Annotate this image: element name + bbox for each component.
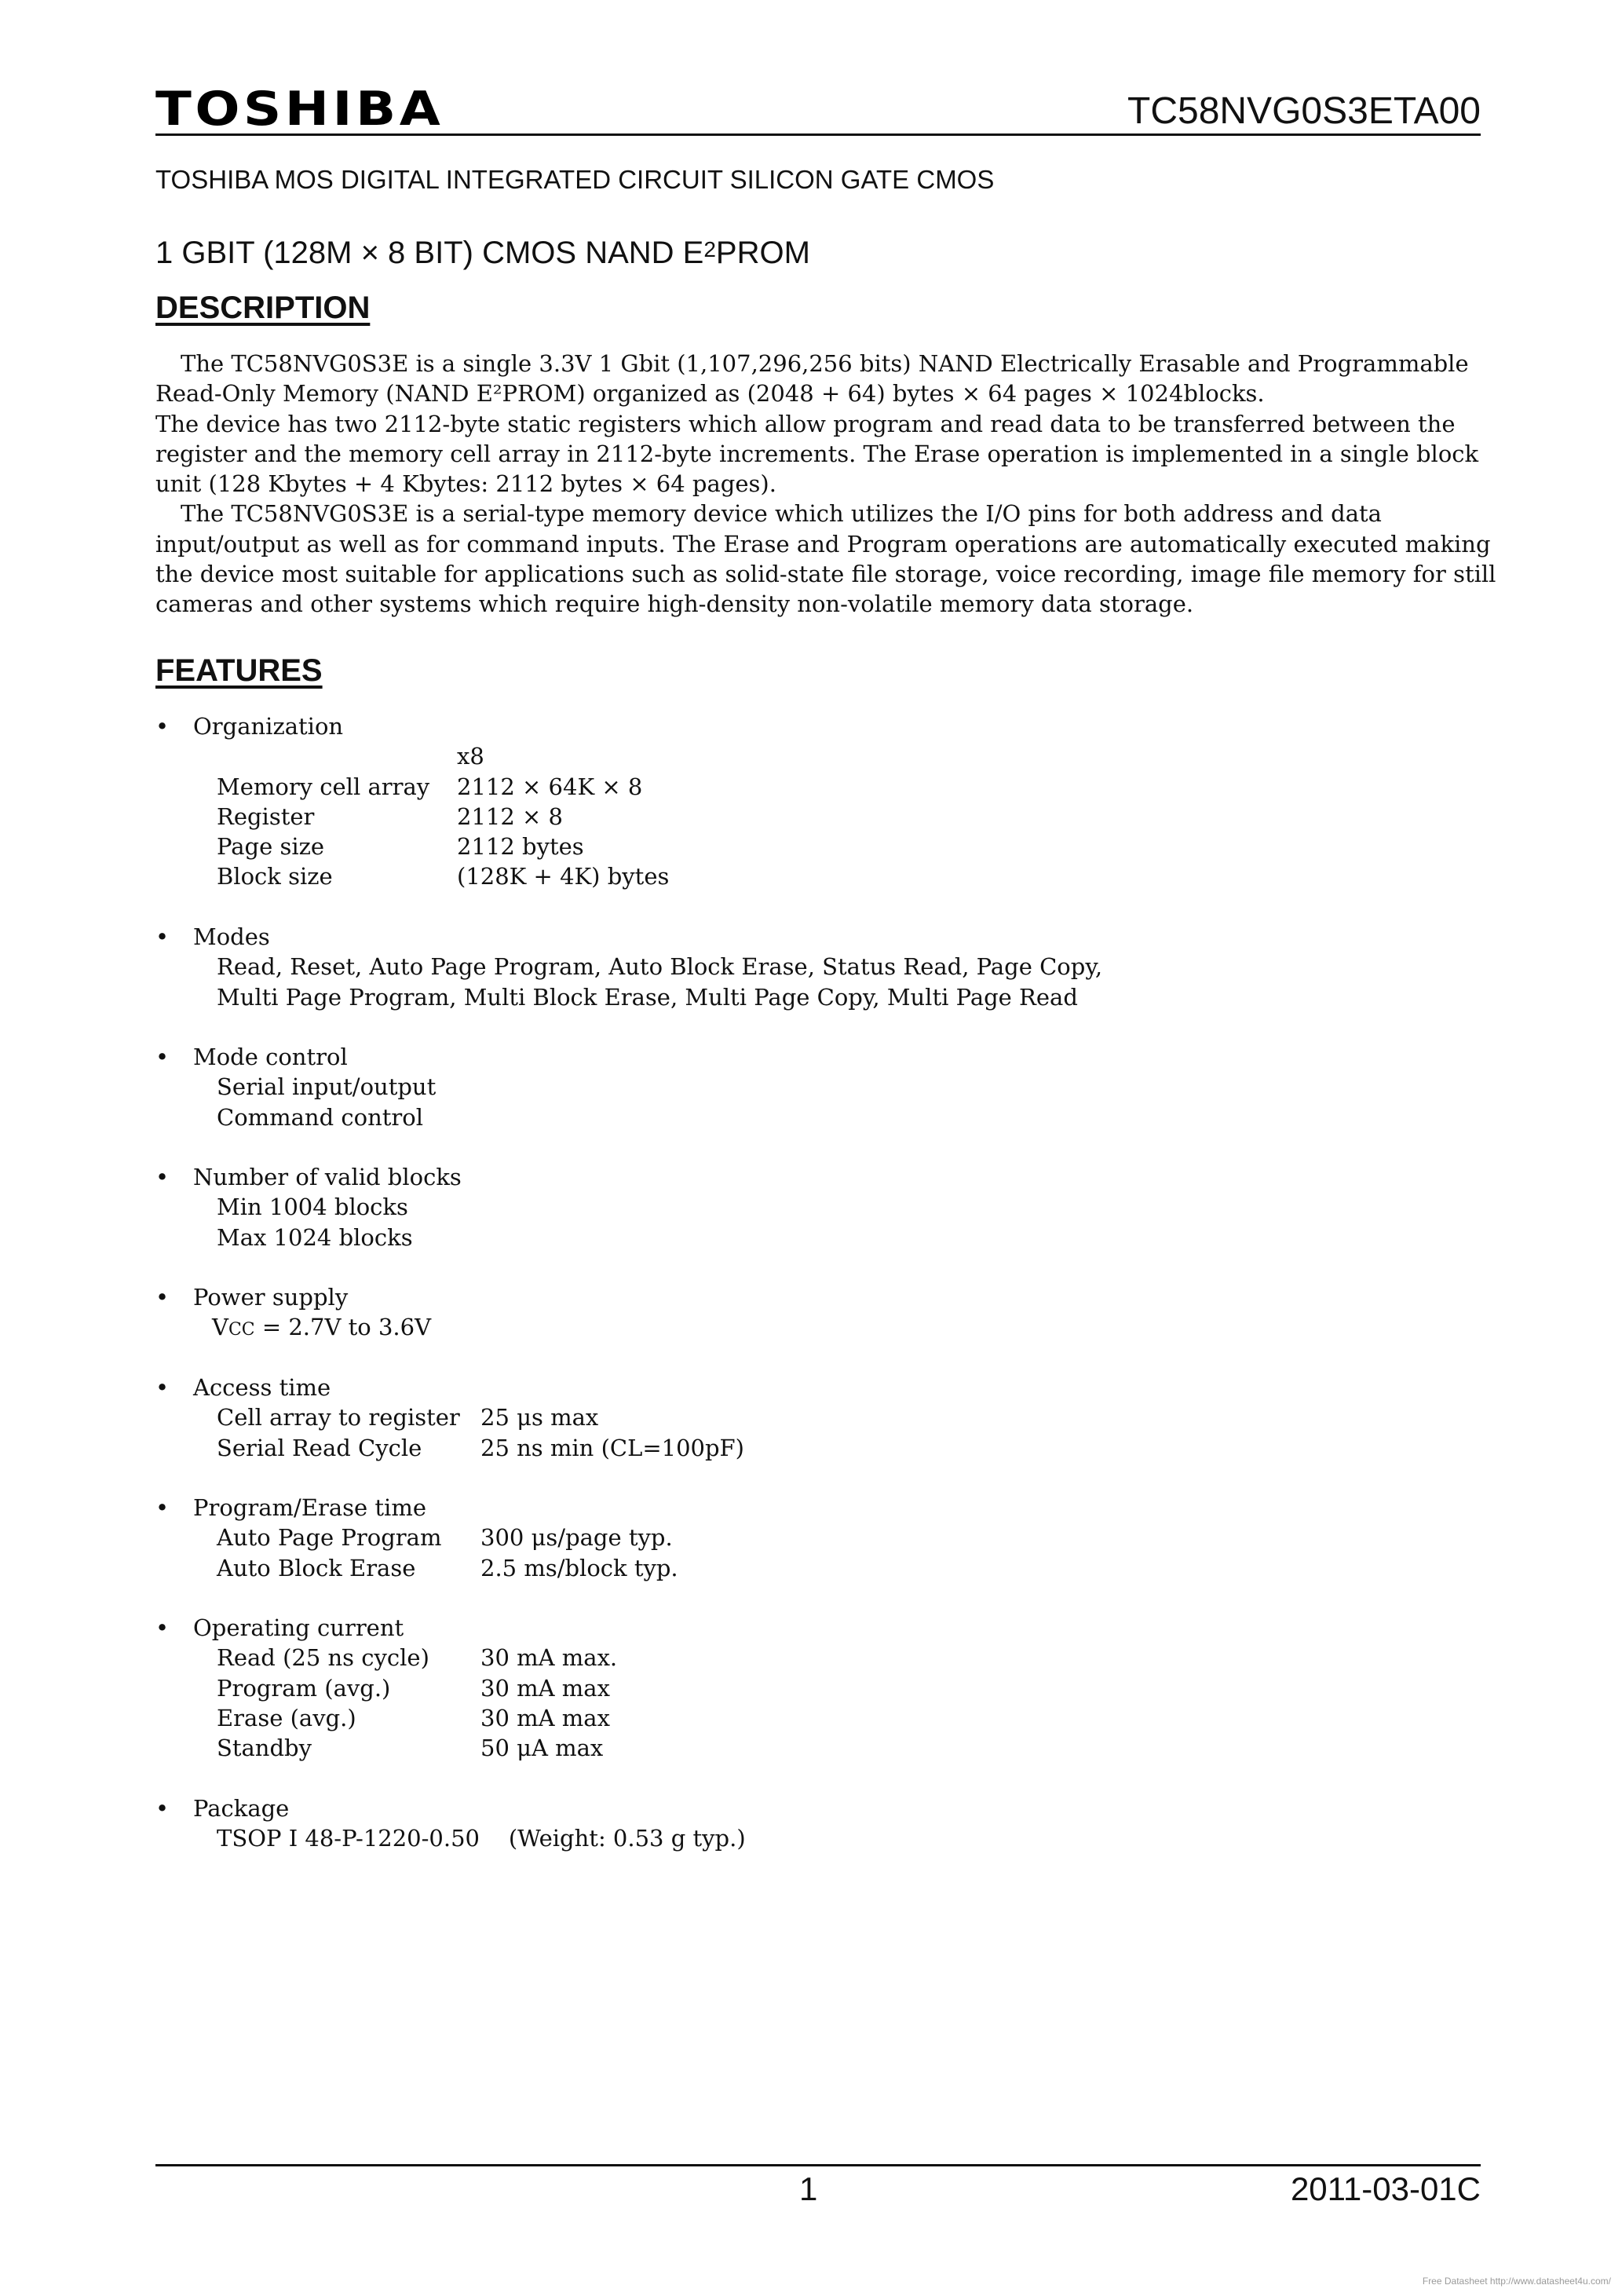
feature-organization xyxy=(155,711,670,892)
feature-title: Access time xyxy=(193,1374,331,1401)
program-erase-row-value: 300 μs/page typ. xyxy=(480,1524,673,1552)
feature-title: Program/Erase time xyxy=(193,1494,426,1521)
feature-program-erase-time xyxy=(155,1493,678,1583)
feature-line: Max 1024 blocks xyxy=(217,1223,413,1251)
current-row-value: 30 mA max xyxy=(480,1704,610,1731)
current-row-value: 50 μA max xyxy=(480,1735,604,1762)
feature-title: Package xyxy=(193,1795,290,1822)
vcc-line xyxy=(212,1312,431,1342)
title-prefix: 1 GBIT (128M × 8 BIT) CMOS NAND E xyxy=(155,236,704,270)
org-row xyxy=(217,832,584,861)
description-line: unit (128 Kbytes + 4 Kbytes: 2112 bytes × 64 pages). xyxy=(155,470,776,498)
org-row-value: 2112 × 8 xyxy=(457,803,563,830)
program-erase-row-label: Auto Page Program xyxy=(217,1524,442,1552)
page-number: 1 xyxy=(799,2170,818,2207)
description-line: The TC58NVG0S3E is a single 3.3V 1 Gbit (1,107,296,256 bits) NAND Electrically Erasable and Programmable xyxy=(181,350,1469,377)
vcc-value: = 2.7V to 3.6V xyxy=(254,1314,432,1341)
description-body xyxy=(155,349,1496,620)
bullet-icon: • xyxy=(155,1374,170,1401)
footer-date: 2011-03-01C xyxy=(1290,2170,1481,2207)
org-column-header-row xyxy=(217,741,484,771)
page-header xyxy=(155,79,1481,136)
org-row-label: Register xyxy=(217,803,315,830)
feature-title: Power supply xyxy=(193,1284,349,1311)
org-row-value: 2112 bytes xyxy=(457,833,584,861)
document-subtitle: TOSHIBA MOS DIGITAL INTEGRATED CIRCUIT SILICON GATE CMOS xyxy=(155,165,995,194)
bullet-icon: • xyxy=(155,923,170,950)
feature-package xyxy=(155,1793,746,1854)
toshiba-logo: TOSHIBA xyxy=(155,82,444,137)
bullet-icon: • xyxy=(155,1614,170,1641)
feature-power-supply xyxy=(155,1282,431,1343)
program-erase-row xyxy=(217,1553,678,1583)
access-row-value: 25 ns min (CL=100pF) xyxy=(480,1434,744,1461)
bullet-icon: • xyxy=(155,1494,170,1521)
current-row-label: Read (25 ns cycle) xyxy=(217,1644,429,1672)
program-erase-row xyxy=(217,1523,673,1552)
description-line: input/output as well as for command inputs. The Erase and Program operations are automatically executed making xyxy=(155,530,1491,558)
org-row xyxy=(217,772,643,802)
feature-title: Number of valid blocks xyxy=(193,1164,462,1190)
feature-mode-control xyxy=(155,1042,436,1132)
current-row xyxy=(217,1673,610,1703)
access-row-label: Cell array to register xyxy=(217,1404,460,1431)
current-row xyxy=(217,1733,604,1763)
part-number: TC58NVG0S3ETA00 xyxy=(1127,90,1481,132)
footer-rule xyxy=(155,2164,1481,2166)
title-superscript: 2 xyxy=(703,237,716,261)
feature-line: Multi Page Program, Multi Block Erase, Multi Page Copy, Multi Page Read xyxy=(217,983,1078,1011)
current-row-value: 30 mA max. xyxy=(480,1644,618,1672)
feature-title: Operating current xyxy=(193,1614,404,1641)
bullet-icon: • xyxy=(155,1164,170,1190)
description-line: cameras and other systems which require high-density non-volatile memory data storage. xyxy=(155,590,1194,618)
feature-valid-blocks xyxy=(155,1162,462,1252)
org-row-label: Page size xyxy=(217,833,325,861)
features-heading: FEATURES xyxy=(155,653,323,688)
org-column-header: x8 xyxy=(457,743,484,770)
description-line: register and the memory cell array in 2112-byte increments. The Erase operation is implemented in a single block xyxy=(155,440,1479,467)
program-erase-row-value: 2.5 ms/block typ. xyxy=(480,1554,678,1581)
feature-title: Mode control xyxy=(193,1044,348,1070)
org-row-label: Block size xyxy=(217,863,333,890)
access-row-label: Serial Read Cycle xyxy=(217,1434,422,1461)
watermark: Free Datasheet http://www.datasheet4u.com/ xyxy=(1422,2276,1611,2287)
current-row xyxy=(217,1703,610,1733)
description-line: The TC58NVG0S3E is a serial-type memory device which utilizes the I/O pins for both address and data xyxy=(181,500,1382,528)
feature-title: Modes xyxy=(193,923,270,950)
feature-line: Serial input/output xyxy=(217,1073,437,1101)
access-row xyxy=(217,1402,599,1432)
feature-line: TSOP I 48-P-1220-0.50 (Weight: 0.53 g typ.) xyxy=(217,1825,746,1852)
feature-line: Command control xyxy=(217,1103,424,1131)
feature-line: Min 1004 blocks xyxy=(217,1194,408,1221)
org-row xyxy=(217,861,670,891)
current-row-label: Program (avg.) xyxy=(217,1674,391,1702)
org-row-value: 2112 × 64K × 8 xyxy=(457,773,643,800)
access-row-value: 25 μs max xyxy=(480,1404,599,1431)
current-row-value: 30 mA max xyxy=(480,1674,610,1702)
description-heading: DESCRIPTION xyxy=(155,291,371,325)
feature-access-time xyxy=(155,1373,744,1463)
description-line: the device most suitable for applications such as solid-state file storage, voice recording, image file memory for still xyxy=(155,561,1496,588)
org-row-value: (128K + 4K) bytes xyxy=(457,863,670,890)
bullet-icon: • xyxy=(155,1044,170,1070)
feature-title: Organization xyxy=(193,713,344,740)
access-row xyxy=(217,1433,744,1463)
bullet-icon: • xyxy=(155,1284,170,1311)
vcc-subscript: CC xyxy=(228,1320,255,1340)
feature-modes xyxy=(155,922,1102,1012)
current-row-label: Standby xyxy=(217,1735,312,1762)
program-erase-row-label: Auto Block Erase xyxy=(217,1554,416,1581)
feature-operating-current xyxy=(155,1613,618,1763)
bullet-icon: • xyxy=(155,1795,170,1822)
org-row xyxy=(217,802,563,832)
feature-line: Read, Reset, Auto Page Program, Auto Block Erase, Status Read, Page Copy, xyxy=(217,953,1103,981)
org-row-label: Memory cell array xyxy=(217,773,430,800)
document-title xyxy=(155,236,810,271)
vcc-symbol: V xyxy=(212,1314,228,1341)
bullet-icon: • xyxy=(155,713,170,740)
current-row xyxy=(217,1643,618,1673)
current-row-label: Erase (avg.) xyxy=(217,1704,356,1731)
description-line: Read-Only Memory (NAND E²PROM) organized as (2048 + 64) bytes × 64 pages × 1024blocks. xyxy=(155,380,1265,408)
description-line: The device has two 2112-byte static registers which allow program and read data to be transferred between the xyxy=(155,410,1456,437)
title-suffix: PROM xyxy=(715,236,810,270)
